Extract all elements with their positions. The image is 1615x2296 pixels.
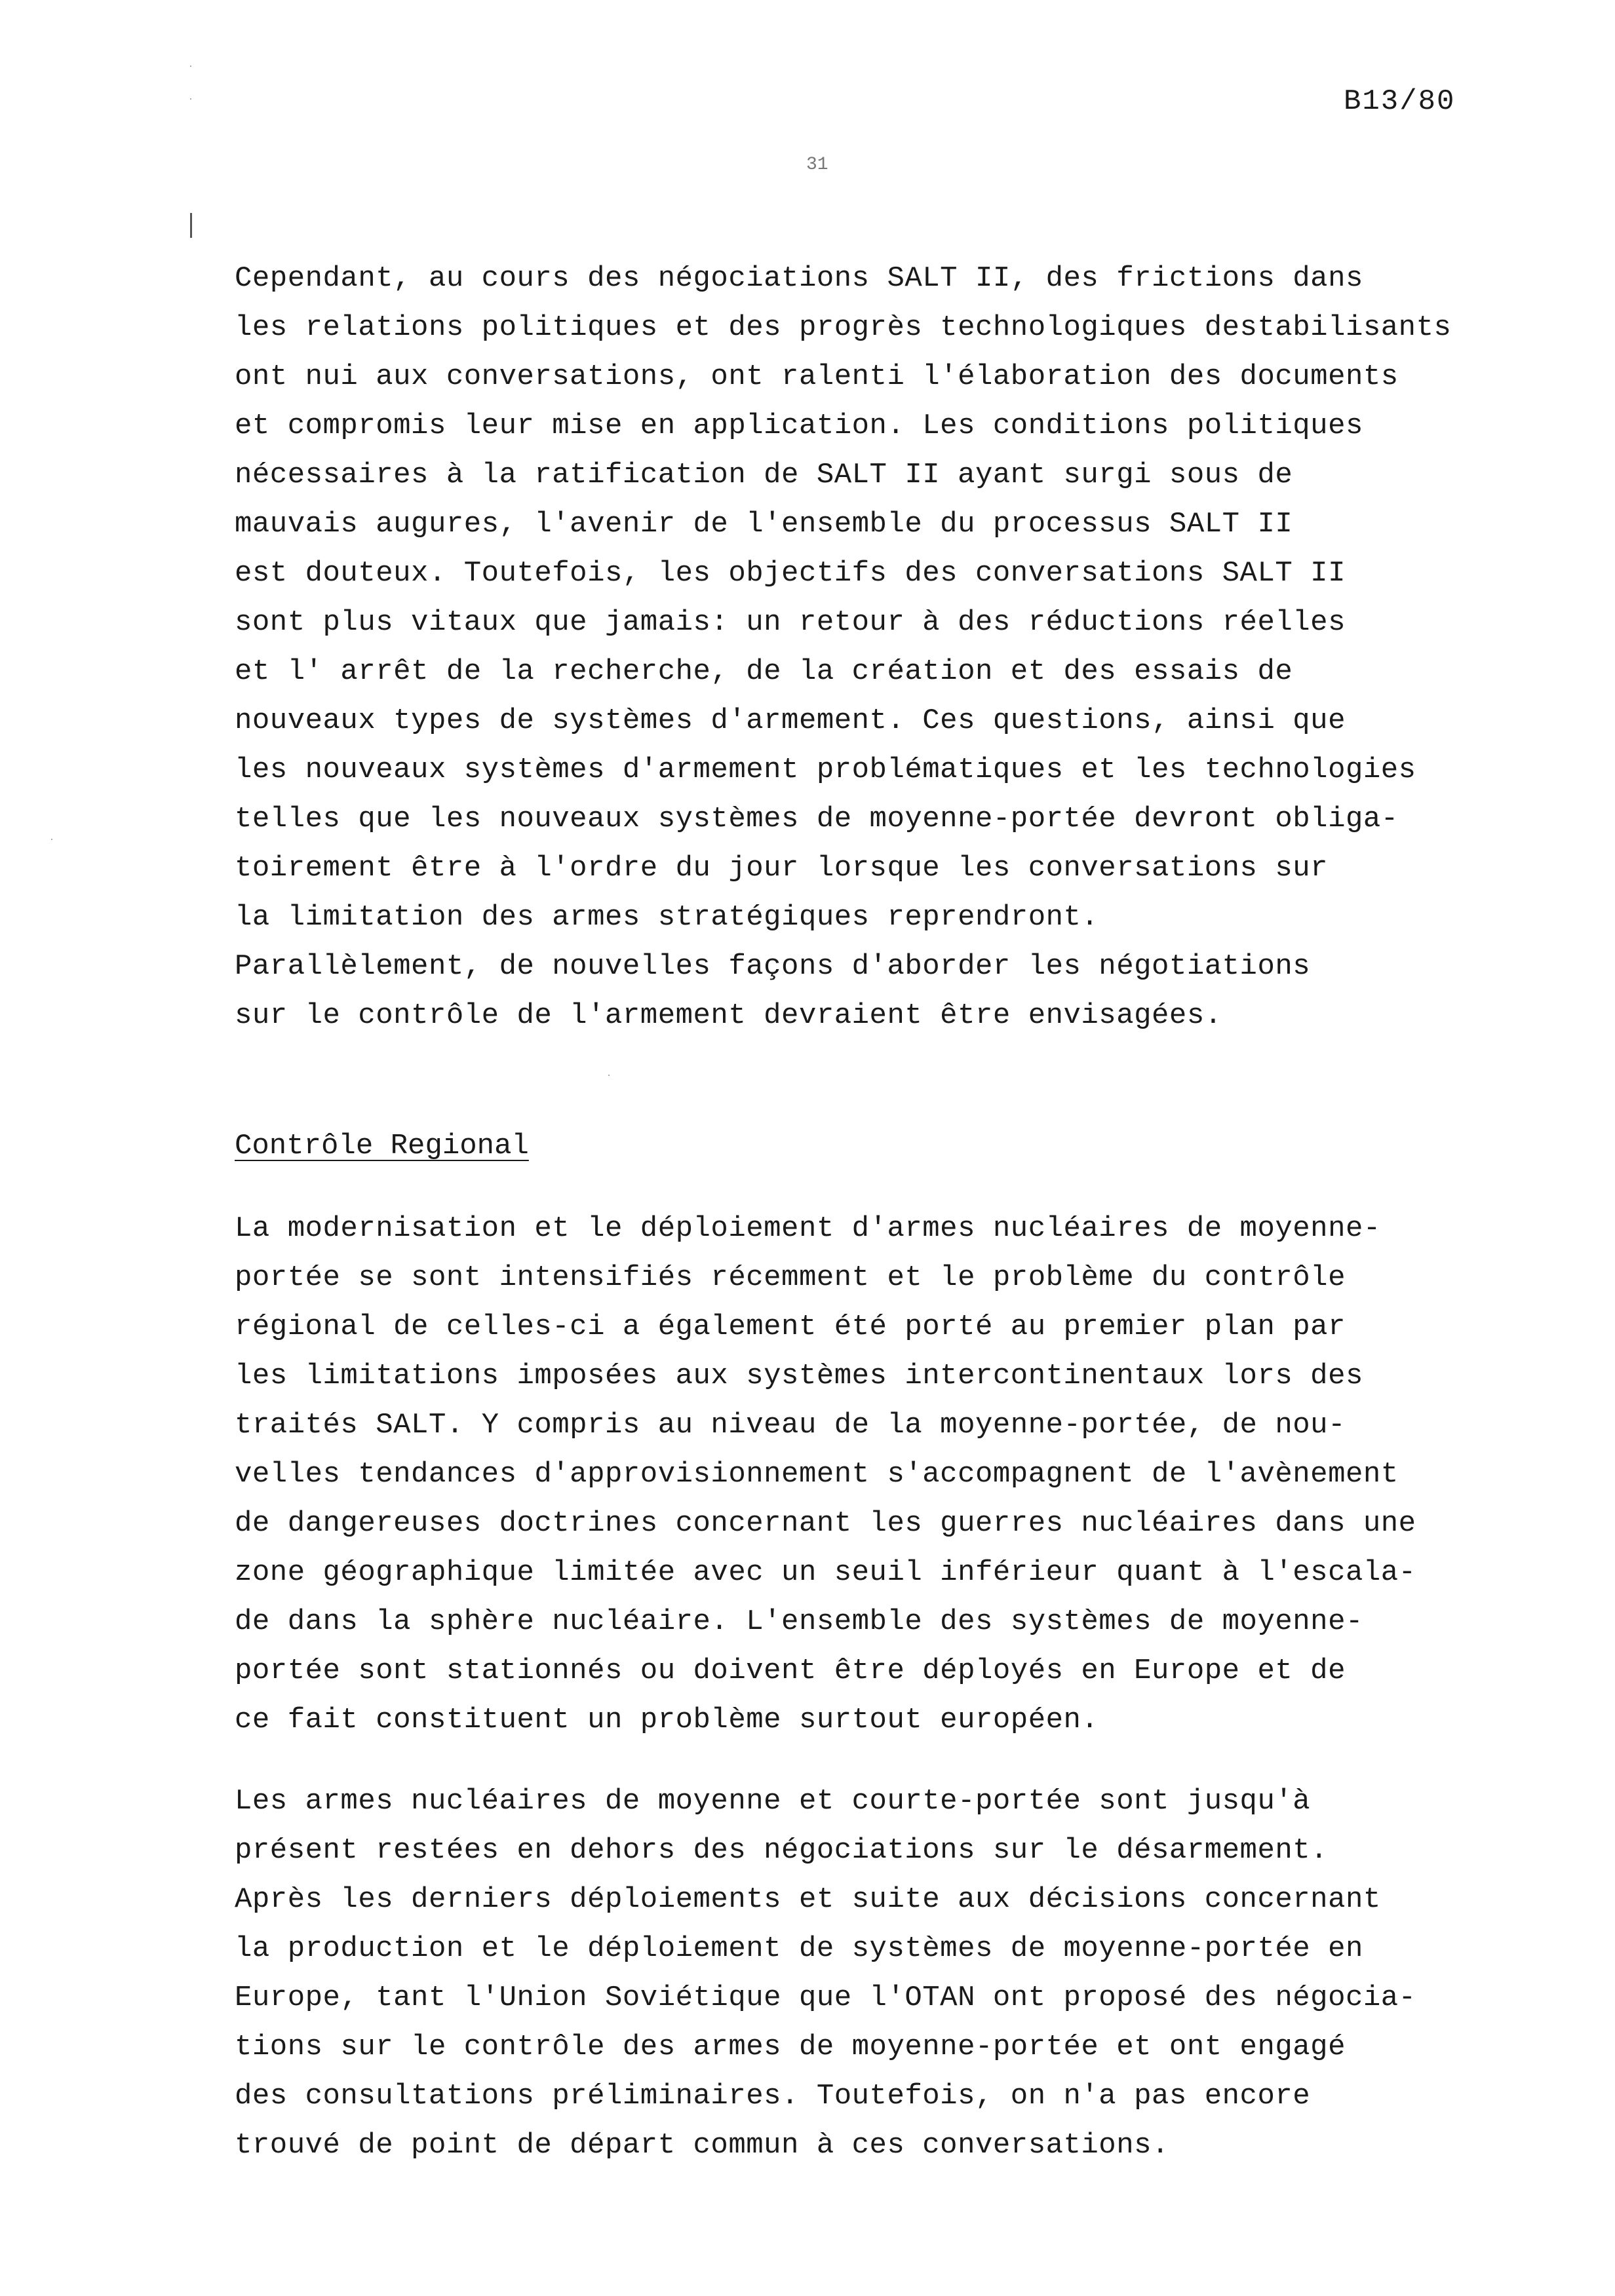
section-heading: Contrôle Regional [235,1130,529,1162]
text-line: les limitations imposées aux systèmes intercontinentaux lors des [235,1360,1363,1392]
text-line: présent restées en dehors des négociations sur le désarmement. [235,1834,1329,1867]
text-line: portée se sont intensifiés récemment et le problème du contrôle [235,1261,1346,1294]
scan-speck [190,98,191,100]
text-line: ont nui aux conversations, ont ralenti l'élaboration des documents [235,360,1399,393]
text-line: de dans la sphère nucléaire. L'ensemble des systèmes de moyenne- [235,1605,1363,1638]
text-line: la production et le déploiement de systèmes de moyenne-portée en [235,1932,1363,1965]
text-line: trouvé de point de départ commun à ces conversations. [235,2129,1169,2162]
margin-mark [190,213,192,238]
text-line: telles que les nouveaux systèmes de moyenne-portée devront obliga- [235,803,1399,835]
text-line: traités SALT. Y compris au niveau de la moyenne-portée, de nou- [235,1409,1346,1442]
text-line: Les armes nucléaires de moyenne et courte-portée sont jusqu'à [235,1785,1311,1818]
text-line: et l' arrêt de la recherche, de la création et des essais de [235,655,1293,688]
scan-speck [608,1075,610,1076]
text-line: mauvais augures, l'avenir de l'ensemble du processus SALT II [235,508,1293,541]
paragraph-regional-modernisation [235,1204,1598,1745]
document-reference: B13/80 [1344,85,1456,118]
text-line: Europe, tant l'Union Soviétique que l'OTAN ont proposé des négocia- [235,1981,1416,2014]
text-line: nouveaux types de systèmes d'armement. Ces questions, ainsi que [235,704,1346,737]
text-line: les nouveaux systèmes d'armement problématiques et les technologies [235,754,1416,786]
text-line: et compromis leur mise en application. Les conditions politiques [235,410,1363,442]
text-line: de dangereuses doctrines concernant les guerres nucléaires dans une [235,1507,1416,1540]
scan-speck [190,66,191,67]
text-line: zone géographique limitée avec un seuil inférieur quant à l'escala- [235,1556,1416,1589]
text-line: Cependant, au cours des négociations SALT II, des frictions dans [235,262,1363,295]
text-line: La modernisation et le déploiement d'armes nucléaires de moyenne- [235,1212,1381,1245]
text-line: velles tendances d'approvisionnement s'accompagnent de l'avènement [235,1458,1399,1491]
text-line: nécessaires à la ratification de SALT II ayant surgi sous de [235,459,1293,491]
text-line: toirement être à l'ordre du jour lorsque les conversations sur [235,852,1329,885]
text-line: Après les derniers déploiements et suite aux décisions concernant [235,1883,1381,1916]
text-line: la limitation des armes stratégiques reprendront. [235,901,1099,934]
text-line: ce fait constituent un problème surtout européen. [235,1704,1099,1736]
scan-speck [51,839,52,840]
text-line: Parallèlement, de nouvelles façons d'aborder les négotiations [235,950,1311,983]
text-line: sur le contrôle de l'armement devraient être envisagées. [235,999,1222,1032]
paragraph-medium-range-weapons [235,1777,1598,2170]
text-line: est douteux. Toutefois, les objectifs des conversations SALT II [235,557,1346,590]
text-line: tions sur le contrôle des armes de moyenne-portée et ont engagé [235,2031,1346,2063]
text-line: portée sont stationnés ou doivent être déployés en Europe et de [235,1655,1346,1687]
text-line: régional de celles-ci a également été porté au premier plan par [235,1311,1346,1343]
page-number: 31 [806,155,828,175]
text-line: sont plus vitaux que jamais: un retour à des réductions réelles [235,606,1346,639]
text-line: des consultations préliminaires. Toutefois, on n'a pas encore [235,2080,1311,2113]
paragraph-salt-ii [235,254,1598,1041]
text-line: les relations politiques et des progrès technologiques destabilisants [235,311,1452,344]
